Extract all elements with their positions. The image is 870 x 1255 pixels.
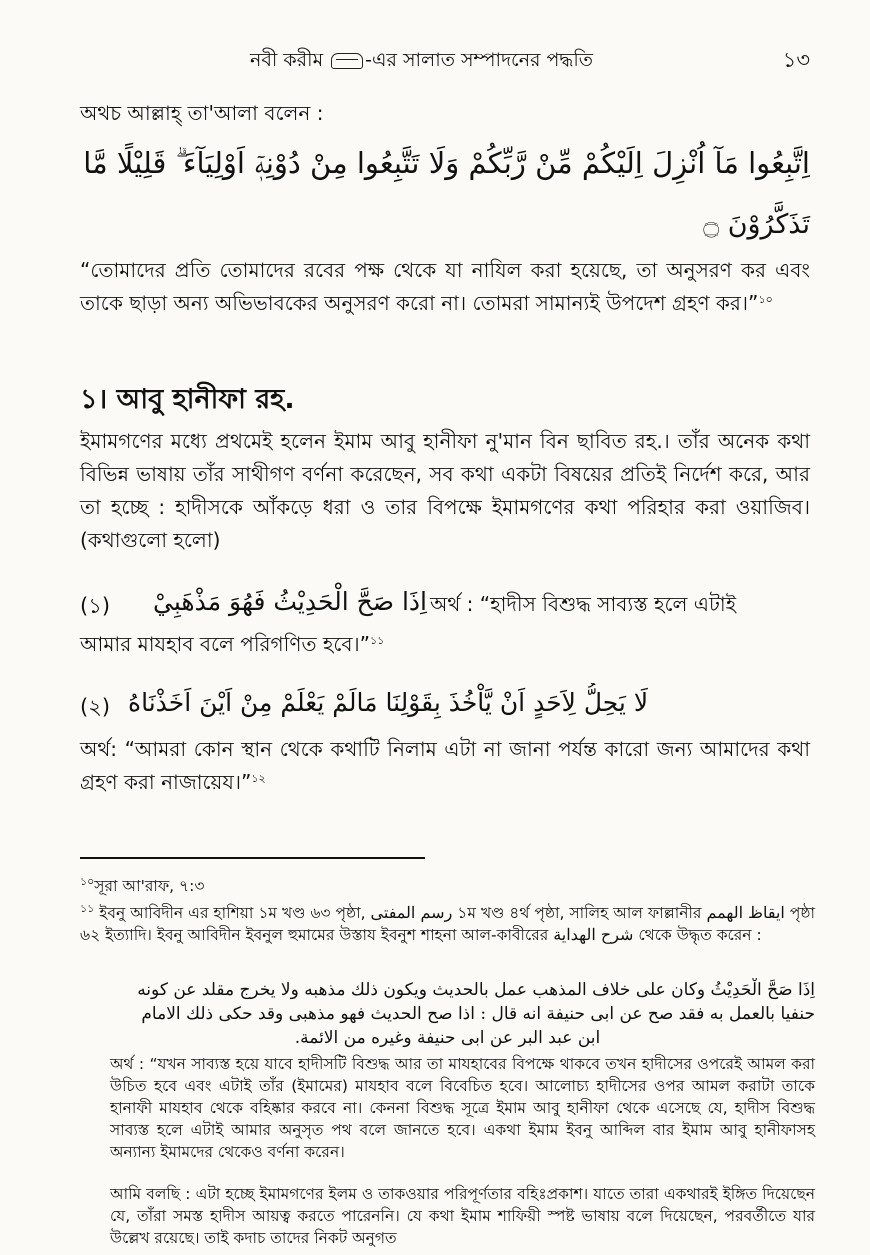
footnote-meaning: অর্থ : “যখন সাব্যস্ত হয়ে যাবে হাদীসটি বিশুদ্ধ আর তা মাযহাবের বিপক্ষে থাকবে তখন হাদীসের ওপরেই আমল করা উচিত হবে এবং এটাই তাঁর (ইমামের) মাযহাব বলে বিবেচিত হবে। আলোচ্য হাদীসের ওপর আমল করাটা তাকে হানাফী মাযহাব থেকে বহিষ্কার করবে না। কেননা বিশুদ্ধ সূত্রে ইমাম আবু হানীফা থেকে এসেছে যে, হাদীস বিশুদ্ধ সাব্যস্ত হলে এটাই আমার অনুসৃত পথ বলে জানতে হবে। একথা ইমাম ইবনু আব্দিল বার ইমাম আবু হানীফাসহ অন্যান্য ইমামদের থেকেও বর্ণনা করেন। [110,1055,815,1161]
header-title-suffix: -এর সালাত সম্পাদনের পদ্ধতি [365,49,594,71]
footnote-11-mark: ১১ [80,902,95,915]
pbuh-calligraphy-icon [331,53,363,69]
footnote-divider [80,857,425,859]
section-heading: ১। আবু হানীফা রহ. [80,384,295,415]
section-paragraph: ইমামগণের মধ্যে প্রথমেই হলেন ইমাম আবু হানীফা নু'মান বিন ছাবিত রহ.। তাঁর অনেক কথা বিভিন্ন ভাষায় তাঁর সাথীগণ বর্ণনা করেছেন, সব কথা একটা বিষয়ের প্রতিই নির্দেশ করে, আর তা হচ্ছে : হাদীসকে আঁকড়ে ধরা ও তার বিপক্ষে ইমামগণের কথা পরিহার করা ওয়াজিব। (কথাগুলো হলো) [80,429,810,552]
quote-1-row [80,582,810,626]
quote-1-number: (১) [80,594,111,618]
footnote-ref-11[interactable]: ১১ [370,634,385,647]
quote-1-meaning-text: আমার মাযহাব বলে পরিগণিত হবে।” [80,632,371,656]
quote-1-meaning-head: অর্থ : “হাদীস বিশুদ্ধ সাব্যস্ত হলে এটাই [430,592,737,616]
header-title-prefix: নবী করীম [250,49,324,71]
footnote-11 [80,902,815,946]
header-title [250,46,593,74]
footnote-ref-10[interactable]: ১০ [758,293,773,306]
running-header [80,46,810,76]
quote-2-row [80,683,810,727]
footnote-10-mark: ১০ [80,875,95,888]
footnote-11-arabic-title-2: ايقاظ الهمم [706,903,785,922]
quote-2-meaning-text: অর্থ: “আমরা কোন স্থান থেকে কথাটি নিলাম এটা না জানা পর্যন্ত কারো জন্য আমাদের কথা গ্রহণ করা নাজায়েয।” [80,737,810,794]
verse-translation-text: “তোমাদের প্রতি তোমাদের রবের পক্ষ থেকে যা নাযিল করা হয়েছে, তা অনুসরণ কর এবং তাকে ছাড়া অন্য অভিভাবকের অনুসরণ করো না। তোমরা সামান্যই উপদেশ গ্রহণ কর।” [80,258,810,315]
footnote-11-part-a: ইবনু আবিদীন এর হাশিয়া ১ম খণ্ড ৬৩ পৃষ্ঠা, [99,904,366,922]
verse-translation [80,254,810,320]
footnote-arabic-line-1: اِذَا صَحَّ الْحَدِيْثُ وكان على خلاف المذهب عمل بالحديث ويكون ذلك مذهبه ولا يخرج مقلد عن كونه [137,980,815,1000]
footnote-arabic-line-2: حنفيا بالعمل به فقد صح عن ابى حنيفة انه قال : اذا صح الحديث فهو مذهبى وقد حكى ذلك الامام [141,1004,815,1024]
footnote-ref-12[interactable]: ১২ [251,772,266,785]
footnote-11-arabic-title-3: شرح الهداية [553,925,634,944]
footnote-10 [80,875,815,897]
footnote-comment: আমি বলছি : এটা হচ্ছে ইমামগণের ইলম ও তাকওয়ার পরিপূর্ণতার বহিঃপ্রকাশ। যাতে তারা একথারই ইঙ্গিত দিয়েছেন যে, তাঁরা সমস্ত হাদীস আয়ত্ব করতে পারেননি। যে কথা ইমাম শাফিয়ী স্পষ্ট ভাষায় বলে দিয়েছেন, পরবর্তীতে যার উল্লেখ রয়েছে। তাই কদাচ তাদের নিকট অনুগত [110,1185,815,1247]
quote-2-number: (২) [80,695,111,719]
footnote-arabic-line-3: ابن عبد البر عن ابى حنيفة وغيره من الائمة. [294,1028,601,1048]
quote-2-arabic: لَا يَحِلُّ لِاَحَدٍ اَنْ يَّاْخُذَ بِقَوْلِنَا مَالَمْ يَعْلَمْ مِنْ اَيْنَ اَخَذْنَاهُ [128,688,649,717]
quote-1-arabic: اِذَا صَحَّ الْحَدِيْثُ فَهُوَ مَذْهَبِيْ [153,587,427,616]
footnote-10-text: সূরা আ'রাফ, ৭:৩ [94,877,205,895]
page-number: ১৩ [782,48,810,72]
footnote-11-part-d: থেকে উদ্ধৃত করেন : [638,926,762,944]
footnote-11-part-b: ১ম খণ্ড ৪র্থ পৃষ্ঠা, সালিহ আল ফাল্লানীর [457,904,702,922]
footnote-11-part-c: পৃষ্ঠা ৬২ ইত্যাদি। ইবনু আবিদীন ইবনুল হুমামের উস্তায ইবনুশ শাহনা আল-কাবীরের [80,904,815,944]
quran-verse-line-2: تَذَكَّرُوْنَ ۝ [703,209,810,240]
intro-line: অথচ আল্লাহ্ তা'আলা বলেন : [80,101,324,125]
footnote-11-arabic-title-1: رسم المفتى [370,903,453,922]
quote-1-meaning-tail [80,628,810,661]
quran-verse-line-1: اِتَّبِعُوا مَآ اُنْزِلَ اِلَيْكُمْ مِّنْ رَّبِّكُمْ وَلَا تَتَّبِعُوا مِنْ دُوْنِهٖٓ اَوْلِيَآءَ ۗ قَلِيْلًا مَّا [83,146,810,180]
quote-2-meaning [80,733,810,799]
